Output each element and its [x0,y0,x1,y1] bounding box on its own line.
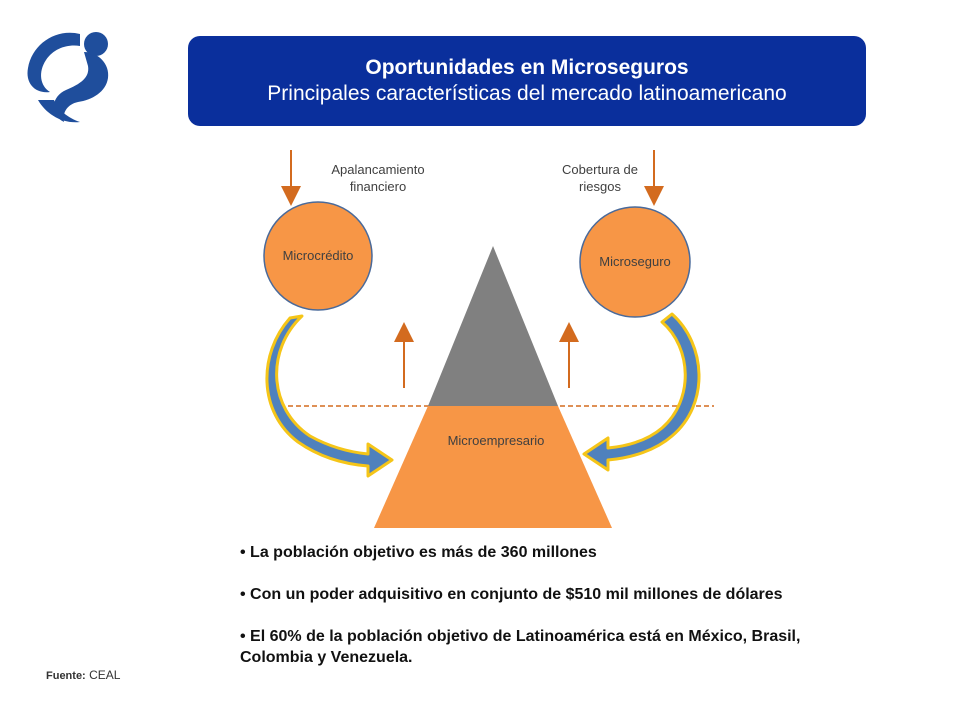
leverage-label-line1: Apalancamiento [331,162,425,177]
microfinance-diagram [240,140,720,530]
left-curved-arrow [267,316,392,476]
organization-logo [18,22,130,134]
microentrepreneur-label: Microempresario [447,433,545,448]
source-label: Fuente: [46,670,86,682]
source-note [46,668,120,682]
title-banner [188,36,866,126]
pyramid-top [428,246,558,406]
list-item: • Con un poder adquisitivo en conjunto de $510 mil millones de dólares [240,586,783,603]
right-curved-arrow [584,314,699,470]
slide-title: Oportunidades en Microseguros [365,56,689,79]
slide-subtitle: Principales características del mercado latinoamericano [267,82,787,105]
coverage-label-line2: riesgos [579,179,621,194]
list-item: • La población objetivo es más de 360 millones [240,544,597,561]
list-item: • El 60% de la población objetivo de Latinoamérica está en México, Brasil, Colombia y Venezuela. [240,628,801,666]
leverage-label-line2: financiero [349,179,407,194]
key-facts-list [240,542,820,668]
microinsurance-label: Microseguro [599,254,671,269]
microentrepreneur-base [374,406,612,528]
source-value: CEAL [89,668,121,682]
microcredit-label: Microcrédito [282,248,354,263]
coverage-label-line1: Cobertura de [562,162,638,177]
